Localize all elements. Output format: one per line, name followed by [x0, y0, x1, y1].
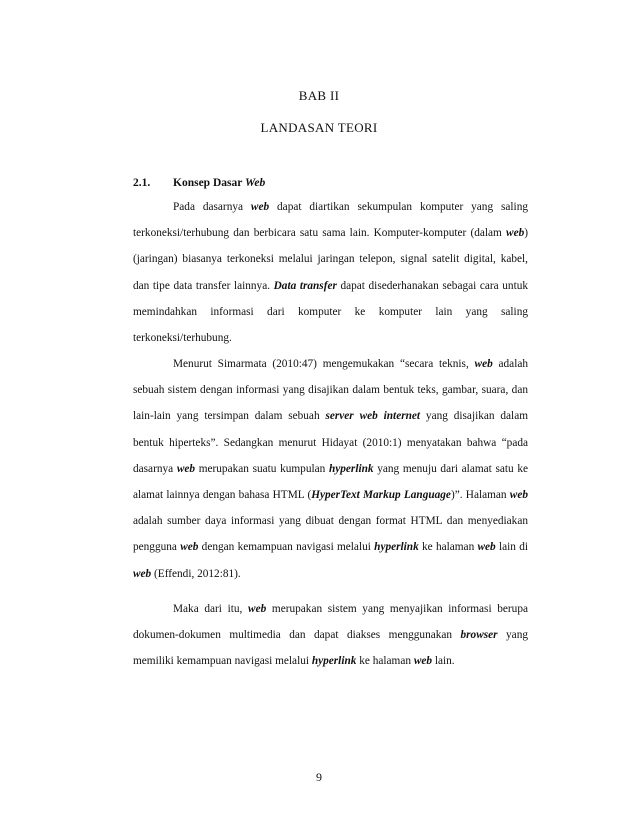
emphasized-text: Data transfer	[273, 279, 337, 292]
text-run: adalah sumber daya informasi yang dibuat dengan format HTML dan menyediakan pengguna	[133, 515, 528, 554]
paragraph	[133, 596, 528, 675]
text-run: Maka dari itu,	[173, 603, 249, 615]
emphasized-text: hyperlink	[328, 462, 374, 475]
chapter-heading: BAB II	[298, 88, 340, 103]
emphasized-text: server web internet	[325, 410, 421, 423]
emphasized-text: web	[506, 227, 525, 240]
emphasized-text: web	[250, 201, 270, 213]
chapter-title: LANDASAN TEORI	[260, 120, 378, 135]
paragraph	[133, 194, 528, 351]
text-run: Menurut Simarmata (2010:47) mengemukakan “secara teknis,	[173, 358, 475, 370]
text-run: dapat disederhanakan sebagai cara untuk memindahkan informasi dari komputer ke komputer lain yang saling terkoneksi/terhubung.	[133, 279, 528, 345]
text-run: lain di	[495, 541, 528, 554]
text-run: ke halaman	[418, 541, 478, 554]
text-run: yang menuju dari alamat satu ke alamat lainnya dengan bahasa HTML (	[133, 462, 528, 502]
emphasized-text: web	[248, 603, 267, 615]
text-run: merupakan suatu kumpulan	[195, 462, 329, 475]
paragraph	[133, 351, 528, 587]
text-run: )(jaringan) biasanya terkoneksi melalui jaringan telepon, signal satelit digital, kabel, dan tipe data transfer lainnya.	[133, 227, 528, 292]
text-run: yang disajikan dalam bentuk hiperteks”. Sedangkan menurut Hidayat (2010:1) menyatakan bahwa “pada dasarnya	[133, 410, 528, 475]
text-run: (Effendi, 2012:81).	[151, 567, 241, 580]
section-number: 2.1.	[133, 177, 151, 189]
emphasized-text: web	[133, 567, 152, 580]
emphasized-text: web	[474, 358, 493, 370]
emphasized-text: hyperlink	[311, 655, 357, 668]
emphasized-text: web	[477, 541, 496, 554]
text-run: lain.	[432, 655, 455, 668]
emphasized-text: browser	[460, 629, 498, 642]
text-run: ke halaman	[356, 655, 414, 668]
text-run: dengan kemampuan navigasi melalui	[198, 541, 375, 554]
emphasized-text: HyperText Markup Language	[311, 489, 451, 502]
emphasized-text: web	[180, 541, 199, 554]
section-heading	[133, 177, 265, 189]
emphasized-text: web	[413, 655, 433, 668]
emphasized-text: web	[176, 462, 196, 475]
emphasized-text: web	[509, 489, 528, 502]
section-title-italic: Web	[245, 177, 266, 189]
text-run: yang memiliki kemampuan navigasi melalui	[133, 629, 528, 668]
text-run: Pada dasarnya	[173, 201, 251, 213]
text-run: dapat diartikan sekumpulan komputer yang saling terkoneksi/terhubung dan berbicara satu sama lain. Komputer-komputer (dalam	[133, 201, 528, 240]
text-run: )”. Halaman	[450, 489, 510, 502]
page-number: 9	[316, 770, 322, 784]
section-title: Konsep Dasar	[173, 177, 245, 189]
text-run: merupakan sistem yang menyajikan informasi berupa dokumen-dokumen multimedia dan dapat diakses menggunakan	[133, 603, 528, 642]
text-run: adalah sebuah sistem dengan informasi yang disajikan dalam bentuk teks, gambar, suara, dan lain-lain yang tersimpan dalam sebuah	[133, 358, 528, 423]
emphasized-text: hyperlink	[374, 541, 419, 554]
